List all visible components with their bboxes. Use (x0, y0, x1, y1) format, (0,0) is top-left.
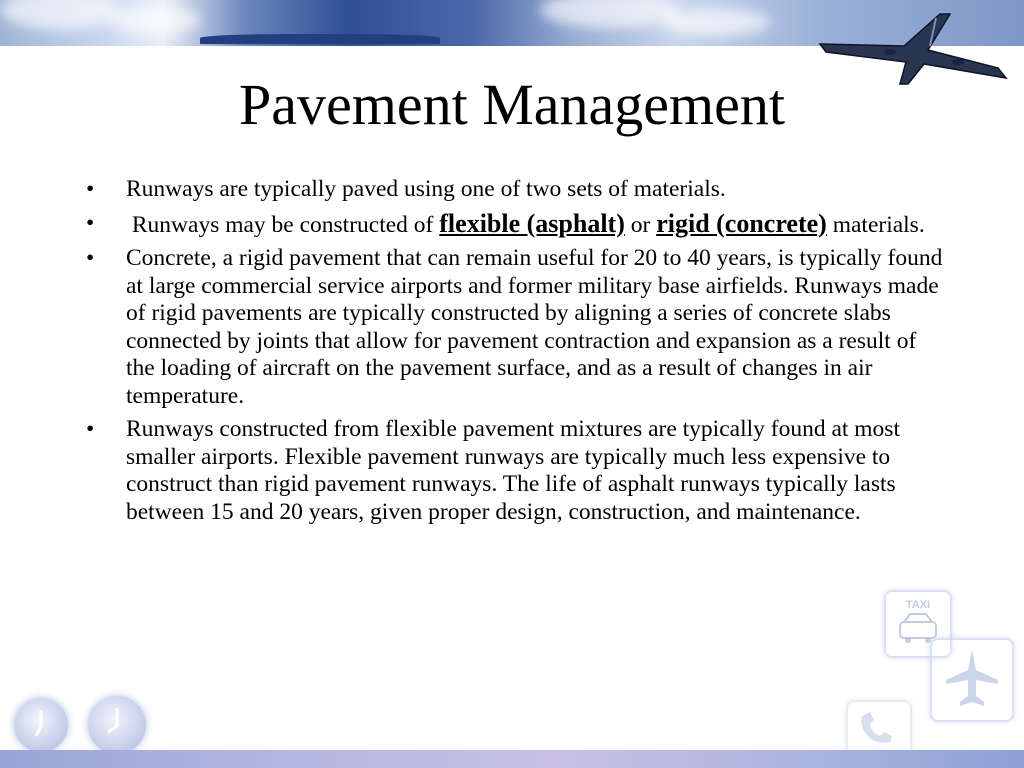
bullet-text-post: materials. (826, 211, 925, 238)
bullet-item (86, 416, 946, 526)
bullet-list (86, 176, 946, 532)
footer-band (0, 750, 1024, 768)
bullet-marker: • (86, 416, 95, 442)
taxi-sign-label: TAXI (905, 599, 931, 611)
bullet-item (86, 176, 946, 204)
bullet-marker: • (86, 245, 95, 271)
bullet-item (86, 245, 946, 410)
bullet-text-pre: Runways may be constructed of (126, 211, 440, 238)
emphasis-rigid: rigid (concrete) (656, 208, 827, 238)
bullet-marker: • (86, 209, 95, 236)
clock-icon (14, 698, 68, 752)
bullet-text-mid: or (624, 211, 657, 238)
emphasis-flexible: flexible (asphalt) (439, 208, 625, 238)
slide-title: Pavement Management (239, 72, 785, 137)
phone-sign-icon (846, 700, 912, 756)
airplane-sign-icon (930, 638, 1014, 722)
bullet-item (86, 210, 946, 240)
bullet-text: Concrete, a rigid pavement that can remain useful for 20 to 40 years, is typically found at large commercial service airports and former military base airfields. Runways made of rigid pavements are typically constructed by aligning a series of concrete slabs connected by joints that allow for pavement contraction and expansion as a result of the loading of aircraft on the pavement surface, and as a result of changes in air temperature. (126, 245, 943, 409)
clock-icon (88, 696, 146, 754)
bullet-marker: • (86, 176, 95, 202)
bullet-text: Runways are typically paved using one of two sets of materials. (126, 176, 726, 202)
bullet-text: Runways constructed from flexible pavement mixtures are typically found at most smaller airports. Flexible pavement runways are typically much less expensive to construct than rigid pavement runways. The life of asphalt runways typically lasts between 15 and 20 years, given proper design, construction, and maintenance. (126, 416, 900, 525)
